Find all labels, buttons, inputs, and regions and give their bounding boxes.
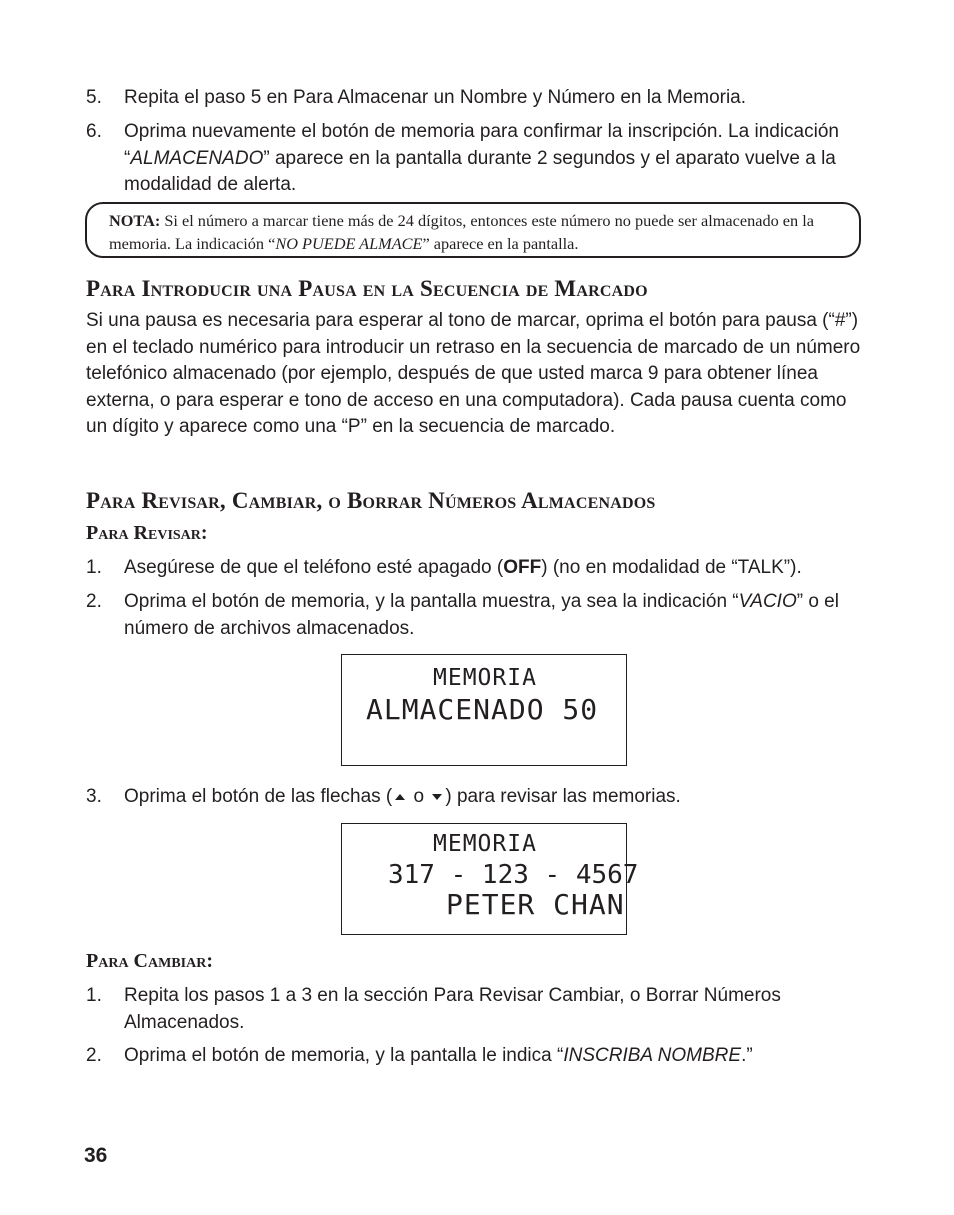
display-message: ALMACENADO (130, 147, 264, 169)
step-text (124, 119, 866, 199)
step-text-part: .” (741, 1045, 753, 1066)
step-text (124, 784, 866, 811)
step-5 (86, 85, 866, 112)
step-text (124, 555, 866, 582)
step-text (124, 1043, 866, 1070)
lcd-line-2: ALMACENADO 50 (366, 693, 599, 726)
step-text: Repita los pasos 1 a 3 en la sección Para Revisar Cambiar, o Borrar Números Almacenados. (124, 985, 781, 1033)
lcd-display-almacenado (341, 654, 627, 766)
revisar-step-3 (86, 784, 866, 811)
step-text-part: o (408, 786, 430, 807)
up-arrow-icon (395, 794, 405, 800)
step-number: 2. (86, 1045, 102, 1066)
lcd-display-contact (341, 823, 639, 935)
page-number: 36 (84, 1144, 108, 1167)
step-number: 1. (86, 557, 102, 578)
lcd-line-3: PETER CHAN (446, 888, 625, 921)
lcd-line-1: MEMORIA (433, 831, 537, 857)
step-text (124, 589, 866, 642)
revisar-step-2 (86, 589, 866, 642)
off-label: OFF (503, 557, 542, 578)
step-text-part: Asegúrese de que el teléfono esté apagado ( (124, 557, 504, 578)
pausa-body: Si una pausa es necesaria para esperar al tono de marcar, oprima el botón para pausa (“#”) en el teclado numérico para introducir un retraso en la secuencia de marcado de un número telefónico almacenado (por ejemplo, después de que usted marca 9 para obtener línea externa, o para esperar e tono de acceso en una computadora). Cada pausa cuenta como un dígito y aparece como una “P” en la secuencia de marcado. (86, 310, 861, 437)
step-6 (86, 119, 866, 199)
note-text-end: ” aparece en la pantalla. (422, 234, 579, 253)
step-text-part: ) (no en modalidad de “TALK”). (541, 557, 802, 578)
note-display-message: NO PUEDE ALMACE (275, 234, 423, 253)
step-text-part: Oprima el botón de memoria, y la pantalla muestra, ya sea la indicación “ (124, 591, 739, 612)
step-text-part: ” o el número de archivos almacenados. (124, 591, 839, 639)
lcd-line-1: MEMORIA (433, 665, 537, 691)
note-label: NOTA: (109, 211, 161, 230)
step-number: 1. (86, 985, 102, 1006)
cambiar-step-1 (86, 983, 866, 1036)
lcd-line-2: 317 - 123 - 4567 (388, 860, 639, 890)
note-box (85, 202, 861, 258)
cambiar-step-2 (86, 1043, 866, 1070)
subheading-para-cambiar: Para Cambiar: (86, 950, 213, 972)
display-message: INSCRIBA NOMBRE (563, 1045, 742, 1066)
step-text-part: Oprima nuevamente el botón de memoria para confirmar la inscripción. La indicación “ (124, 121, 839, 169)
down-arrow-icon (432, 794, 442, 800)
step-text-part: ” aparece en la pantalla durante 2 segundos y el aparato vuelve a la modalidad de alerta. (124, 147, 836, 195)
note-text: Si el número a marcar tiene más de 24 dígitos, entonces este número no puede ser almacenado en la memoria. La indicación “ (109, 211, 814, 253)
step-text-part: Oprima el botón de memoria, y la pantalla le indica “ (124, 1045, 564, 1066)
section-heading-revisar: Para Revisar, Cambiar, o Borrar Números Almacenados (86, 488, 656, 513)
subheading-para-revisar: Para Revisar: (86, 522, 208, 544)
step-text-part: Oprima el botón de las flechas ( (124, 786, 393, 807)
step-text: Repita el paso 5 en Para Almacenar un Nombre y Número en la Memoria. (124, 87, 747, 108)
step-number: 5. (86, 87, 102, 108)
step-number: 6. (86, 121, 102, 142)
step-number: 2. (86, 591, 102, 612)
step-text-part: ) para revisar las memorias. (445, 786, 681, 807)
revisar-step-1 (86, 555, 866, 582)
section-heading-pausa: Para Introducir una Pausa en la Secuencia de Marcado (86, 276, 648, 301)
step-number: 3. (86, 786, 102, 807)
display-message: VACIO (738, 591, 797, 612)
